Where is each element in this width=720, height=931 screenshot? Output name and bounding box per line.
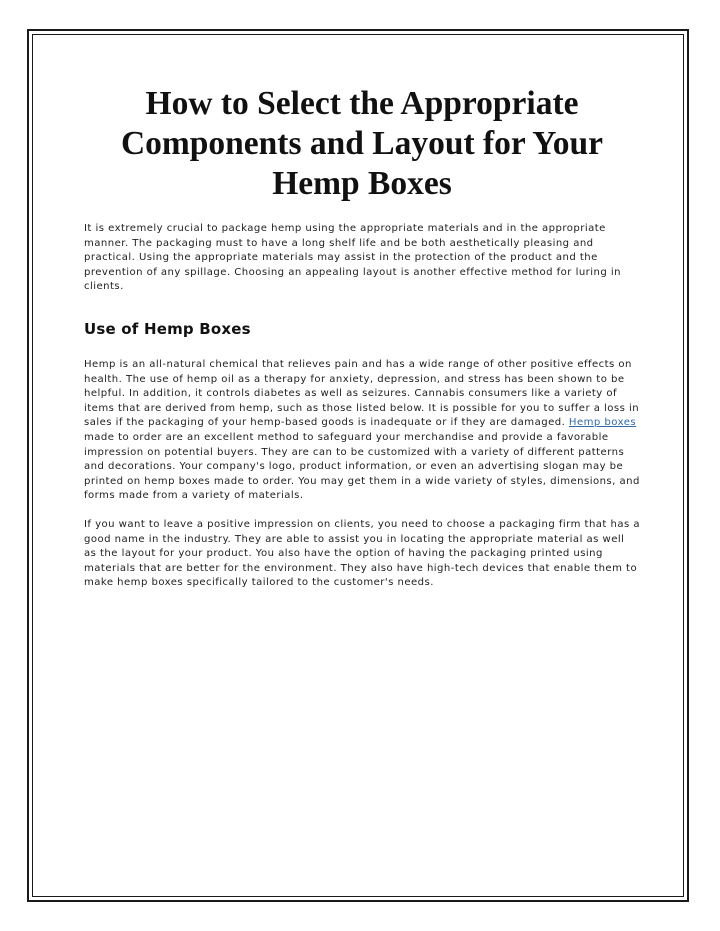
hemp-boxes-link[interactable]: Hemp boxes: [568, 417, 637, 429]
body-paragraph-1: [84, 358, 640, 504]
body-paragraph-2: If you want to leave a positive impression on clients, you need to choose a packaging firm that has a good name in the industry. They are able to assist you in locating the appropriate material as well as the layout for your product. You also have the option of having the packaging printed using materials that are better for the environment. They also have high-tech devices that enable them to make hemp boxes specifically tailored to the customer's needs.: [84, 518, 640, 589]
document-title: How to Select the Appropriate Components and Layout for Your Hemp Boxes: [120, 85, 604, 202]
section-heading: Use of Hemp Boxes: [84, 319, 251, 338]
document-content: [84, 84, 640, 591]
body-paragraph-1-text-b: made to order are an excellent method to safeguard your merchandise and provide a favorable impression on potential buyers. They are can to be customized with a variety of different patterns and decorations. Your company's logo, product information, or even an advertising slogan may be printed on hemp boxes made to order. You may get them in a wide variety of styles, dimensions, and forms made from a variety of materials.: [84, 431, 640, 502]
intro-paragraph: It is extremely crucial to package hemp using the appropriate materials and in the appropriate manner. The packaging must to have a long shelf life and be both aesthetically pleasing and practical. Using the appropriate materials may assist in the protection of the product and the prevention of any spillage. Choosing an appealing layout is another effective method for luring in clients.: [84, 223, 621, 293]
body-paragraph-1-text-a: Hemp is an all-natural chemical that relieves pain and has a wide range of other positive effects on health. The use of hemp oil as a therapy for anxiety, depression, and stress has been shown to be helpful. In addition, it controls diabetes as well as seizures. Cannabis consumers like a variety of items that are derived from hemp, such as those listed below. It is possible for you to suffer a loss in sales if the packaging of your hemp-based goods is inadequate or if they are damaged.: [84, 358, 640, 429]
